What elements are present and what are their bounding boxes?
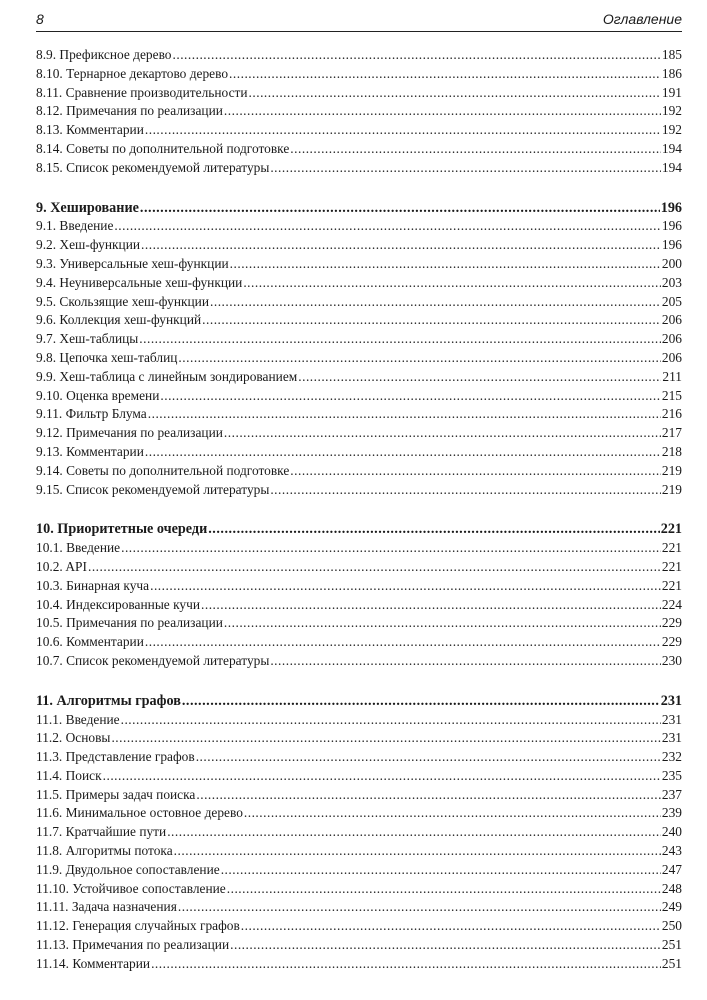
toc-entry-title: 11.8. Алгоритмы потока bbox=[36, 843, 173, 859]
dot-leader bbox=[227, 880, 661, 899]
toc-entry-title: 11.13. Примечания по реализации bbox=[36, 937, 230, 953]
toc-entry bbox=[36, 330, 682, 349]
toc-entry-title: 11.10. Устойчивое сопоставление bbox=[36, 880, 226, 896]
toc-entry bbox=[36, 387, 682, 406]
toc-entry-title: 11.4. Поиск bbox=[36, 767, 102, 783]
toc-entry-title: 11.2. Основы bbox=[36, 730, 111, 746]
toc-entry-title: 8.13. Комментарии bbox=[36, 122, 144, 138]
toc-entry-page: 243 bbox=[661, 843, 682, 859]
toc-entry bbox=[36, 159, 682, 178]
toc-entry bbox=[36, 121, 682, 140]
toc-entry-page: 217 bbox=[661, 425, 682, 441]
toc-entry bbox=[36, 84, 682, 103]
dot-leader bbox=[249, 84, 661, 103]
dot-leader bbox=[270, 652, 661, 671]
toc-entry-page: 249 bbox=[661, 899, 682, 915]
toc-entry-title: 10. Приоритетные очереди bbox=[36, 521, 208, 538]
toc-entry-title: 9.10. Оценка времени bbox=[36, 387, 160, 403]
toc-entry bbox=[36, 633, 682, 652]
dot-leader bbox=[270, 159, 661, 178]
toc-entry bbox=[36, 481, 682, 500]
dot-leader bbox=[229, 65, 661, 84]
toc-entry-page: 206 bbox=[661, 312, 682, 328]
toc-entry-page: 211 bbox=[662, 368, 682, 384]
toc-entry bbox=[36, 140, 682, 159]
toc-entry-title: 10.6. Комментарии bbox=[36, 634, 144, 650]
dot-leader bbox=[210, 293, 661, 312]
toc-entry-page: 219 bbox=[661, 462, 682, 478]
toc-entry-title: 11.6. Минимальное остовное дерево bbox=[36, 805, 243, 821]
toc-entry-page: 185 bbox=[661, 47, 682, 62]
dot-leader bbox=[243, 274, 661, 293]
dot-leader bbox=[182, 692, 660, 711]
toc-chapter-entry bbox=[36, 692, 682, 711]
toc-entry-title: 11.1. Введение bbox=[36, 711, 120, 727]
dot-leader bbox=[167, 823, 661, 842]
toc-entry bbox=[36, 729, 682, 748]
section-gap bbox=[36, 178, 682, 199]
toc-entry bbox=[36, 558, 682, 577]
toc-entry-page: 231 bbox=[661, 711, 682, 727]
toc-entry-page: 248 bbox=[661, 880, 682, 896]
dot-leader bbox=[196, 786, 661, 805]
dot-leader bbox=[241, 917, 661, 936]
toc-entry-page: 216 bbox=[661, 406, 682, 422]
toc-entry-page: 196 bbox=[661, 218, 682, 234]
toc-entry bbox=[36, 462, 682, 481]
toc-entry bbox=[36, 786, 682, 805]
dot-leader bbox=[148, 405, 661, 424]
toc-entry bbox=[36, 311, 682, 330]
toc-entry-title: 8.12. Примечания по реализации bbox=[36, 103, 223, 119]
dot-leader bbox=[178, 349, 660, 368]
dot-leader bbox=[202, 311, 661, 330]
toc-entry bbox=[36, 443, 682, 462]
toc-entry-title: 8.14. Советы по дополнительной подготовке bbox=[36, 140, 290, 156]
toc-entry bbox=[36, 917, 682, 936]
dot-leader bbox=[121, 711, 661, 730]
toc-entry bbox=[36, 880, 682, 899]
toc-entry-title: 11.11. Задача назначения bbox=[36, 899, 177, 915]
toc-entry-page: 251 bbox=[661, 937, 682, 953]
toc-entry-title: 9.2. Хеш-функции bbox=[36, 237, 141, 253]
toc-entry-page: 219 bbox=[661, 481, 682, 497]
dot-leader bbox=[230, 936, 661, 955]
toc-entry-title: 11.9. Двудольное сопоставление bbox=[36, 861, 220, 877]
dot-leader bbox=[145, 633, 661, 652]
toc-entry bbox=[36, 936, 682, 955]
dot-leader bbox=[224, 102, 661, 121]
dot-leader bbox=[290, 140, 661, 159]
dot-leader bbox=[145, 121, 661, 140]
toc-entry-title: 10.5. Примечания по реализации bbox=[36, 615, 223, 631]
toc-entry bbox=[36, 652, 682, 671]
toc-entry bbox=[36, 767, 682, 786]
toc-entry-page: 191 bbox=[661, 84, 682, 100]
toc-entry-page: 240 bbox=[661, 824, 682, 840]
toc-entry bbox=[36, 898, 682, 917]
toc-entry-page: 235 bbox=[661, 767, 682, 783]
toc-entry-page: 232 bbox=[661, 749, 682, 765]
toc-entry-title: 9.11. Фильтр Блума bbox=[36, 406, 147, 422]
page-number: 8 bbox=[36, 11, 44, 27]
toc-entry-page: 206 bbox=[661, 349, 682, 365]
dot-leader bbox=[224, 614, 661, 633]
dot-leader bbox=[114, 217, 660, 236]
toc-entry-title: 9.9. Хеш-таблица с линейным зондированием bbox=[36, 368, 298, 384]
toc-entry-title: 10.2. API bbox=[36, 558, 87, 574]
dot-leader bbox=[173, 46, 661, 65]
toc-entry-page: 247 bbox=[661, 861, 682, 877]
toc-entry-page: 205 bbox=[661, 293, 682, 309]
toc-entry-page: 194 bbox=[661, 159, 682, 175]
toc-entry-page: 218 bbox=[661, 443, 682, 459]
dot-leader bbox=[140, 199, 660, 218]
dot-leader bbox=[141, 236, 661, 255]
toc-entry-page: 229 bbox=[661, 615, 682, 631]
toc-entry-page: 215 bbox=[661, 387, 682, 403]
toc-entry-title: 11.14. Комментарии bbox=[36, 955, 151, 971]
toc-entry bbox=[36, 614, 682, 633]
dot-leader bbox=[270, 481, 661, 500]
dot-leader bbox=[224, 424, 661, 443]
dot-leader bbox=[151, 955, 661, 974]
toc-entry bbox=[36, 424, 682, 443]
toc-entry-page: 231 bbox=[661, 730, 682, 746]
section-gap bbox=[36, 499, 682, 520]
toc-entry-title: 9.1. Введение bbox=[36, 218, 114, 234]
dot-leader bbox=[139, 330, 661, 349]
toc-entry-title: 9.3. Универсальные хеш-функции bbox=[36, 255, 229, 271]
toc-entry bbox=[36, 955, 682, 974]
toc-entry-title: 9.5. Скользящие хеш-функции bbox=[36, 293, 209, 309]
toc-entry-title: 8.11. Сравнение производительности bbox=[36, 84, 248, 100]
toc-entry-page: 239 bbox=[661, 805, 682, 821]
running-title: Оглавление bbox=[602, 11, 682, 27]
dot-leader bbox=[174, 842, 661, 861]
toc-entry-title: 11. Алгоритмы графов bbox=[36, 692, 181, 709]
toc-entry-title: 9.14. Советы по дополнительной подготовке bbox=[36, 462, 290, 478]
toc-entry-page: 194 bbox=[661, 140, 682, 156]
toc-entry bbox=[36, 46, 682, 65]
dot-leader bbox=[145, 443, 661, 462]
dot-leader bbox=[221, 861, 661, 880]
dot-leader bbox=[298, 368, 661, 387]
toc-entry-page: 192 bbox=[661, 103, 682, 119]
dot-leader bbox=[208, 520, 659, 539]
toc-entry bbox=[36, 577, 682, 596]
dot-leader bbox=[160, 387, 661, 406]
dot-leader bbox=[201, 596, 661, 615]
toc-entry-title: 9.13. Комментарии bbox=[36, 443, 144, 459]
toc-entry-page: 196 bbox=[660, 199, 682, 216]
toc-entry-title: 9.12. Примечания по реализации bbox=[36, 425, 223, 441]
dot-leader bbox=[121, 539, 661, 558]
toc-entry-title: 9.6. Коллекция хеш-функций bbox=[36, 312, 202, 328]
toc-entry-title: 11.7. Кратчайшие пути bbox=[36, 824, 167, 840]
toc-entry-page: 237 bbox=[661, 786, 682, 802]
toc-entry-page: 221 bbox=[661, 577, 682, 593]
toc-entry-page: 206 bbox=[661, 331, 682, 347]
dot-leader bbox=[244, 804, 661, 823]
toc-entry-page: 221 bbox=[660, 521, 682, 538]
toc-entry-page: 203 bbox=[661, 274, 682, 290]
dot-leader bbox=[178, 898, 661, 917]
toc-entry-title: 11.5. Примеры задач поиска bbox=[36, 786, 196, 802]
toc-entry-title: 10.7. Список рекомендуемой литературы bbox=[36, 652, 270, 668]
dot-leader bbox=[290, 462, 661, 481]
dot-leader bbox=[150, 577, 661, 596]
toc-entry-title: 10.1. Введение bbox=[36, 540, 121, 556]
table-of-contents bbox=[36, 46, 682, 974]
toc-entry-title: 9.4. Неуниверсальные хеш-функции bbox=[36, 274, 243, 290]
dot-leader bbox=[196, 748, 661, 767]
toc-entry bbox=[36, 804, 682, 823]
toc-entry-page: 231 bbox=[660, 692, 682, 709]
toc-entry bbox=[36, 102, 682, 121]
toc-entry-page: 186 bbox=[661, 65, 682, 81]
toc-entry-page: 221 bbox=[661, 558, 682, 574]
running-header bbox=[36, 11, 682, 32]
toc-entry-title: 8.15. Список рекомендуемой литературы bbox=[36, 159, 270, 175]
toc-entry-page: 200 bbox=[661, 255, 682, 271]
toc-entry bbox=[36, 255, 682, 274]
toc-entry-title: 11.12. Генерация случайных графов bbox=[36, 918, 240, 934]
toc-entry bbox=[36, 65, 682, 84]
toc-entry bbox=[36, 861, 682, 880]
toc-entry-title: 10.3. Бинарная куча bbox=[36, 577, 150, 593]
toc-entry bbox=[36, 217, 682, 236]
toc-entry-title: 9.8. Цепочка хеш-таблиц bbox=[36, 349, 178, 365]
toc-entry-title: 9.15. Список рекомендуемой литературы bbox=[36, 481, 270, 497]
toc-entry bbox=[36, 405, 682, 424]
toc-entry bbox=[36, 596, 682, 615]
toc-entry bbox=[36, 236, 682, 255]
dot-leader bbox=[88, 558, 661, 577]
toc-entry bbox=[36, 539, 682, 558]
toc-entry-title: 10.4. Индексированные кучи bbox=[36, 596, 201, 612]
section-gap bbox=[36, 671, 682, 692]
toc-entry bbox=[36, 293, 682, 312]
toc-entry-page: 196 bbox=[661, 237, 682, 253]
toc-chapter-entry bbox=[36, 520, 682, 539]
toc-entry-title: 11.3. Представление графов bbox=[36, 749, 195, 765]
toc-entry-page: 230 bbox=[661, 652, 682, 668]
toc-entry-page: 224 bbox=[661, 596, 682, 612]
toc-entry-title: 9. Хеширование bbox=[36, 199, 139, 216]
dot-leader bbox=[230, 255, 661, 274]
toc-entry bbox=[36, 349, 682, 368]
toc-entry-title: 8.9. Префиксное дерево bbox=[36, 47, 172, 62]
toc-entry bbox=[36, 368, 682, 387]
toc-entry-page: 229 bbox=[661, 634, 682, 650]
toc-entry bbox=[36, 274, 682, 293]
toc-entry-page: 192 bbox=[661, 122, 682, 138]
dot-leader bbox=[103, 767, 661, 786]
toc-entry-page: 251 bbox=[661, 955, 682, 971]
toc-entry bbox=[36, 748, 682, 767]
dot-leader bbox=[111, 729, 660, 748]
toc-chapter-entry bbox=[36, 199, 682, 218]
toc-entry-page: 221 bbox=[661, 540, 682, 556]
toc-entry-title: 9.7. Хеш-таблицы bbox=[36, 331, 139, 347]
toc-entry bbox=[36, 711, 682, 730]
toc-entry bbox=[36, 842, 682, 861]
toc-entry-page: 250 bbox=[661, 918, 682, 934]
toc-entry-title: 8.10. Тернарное декартово дерево bbox=[36, 65, 229, 81]
toc-entry bbox=[36, 823, 682, 842]
